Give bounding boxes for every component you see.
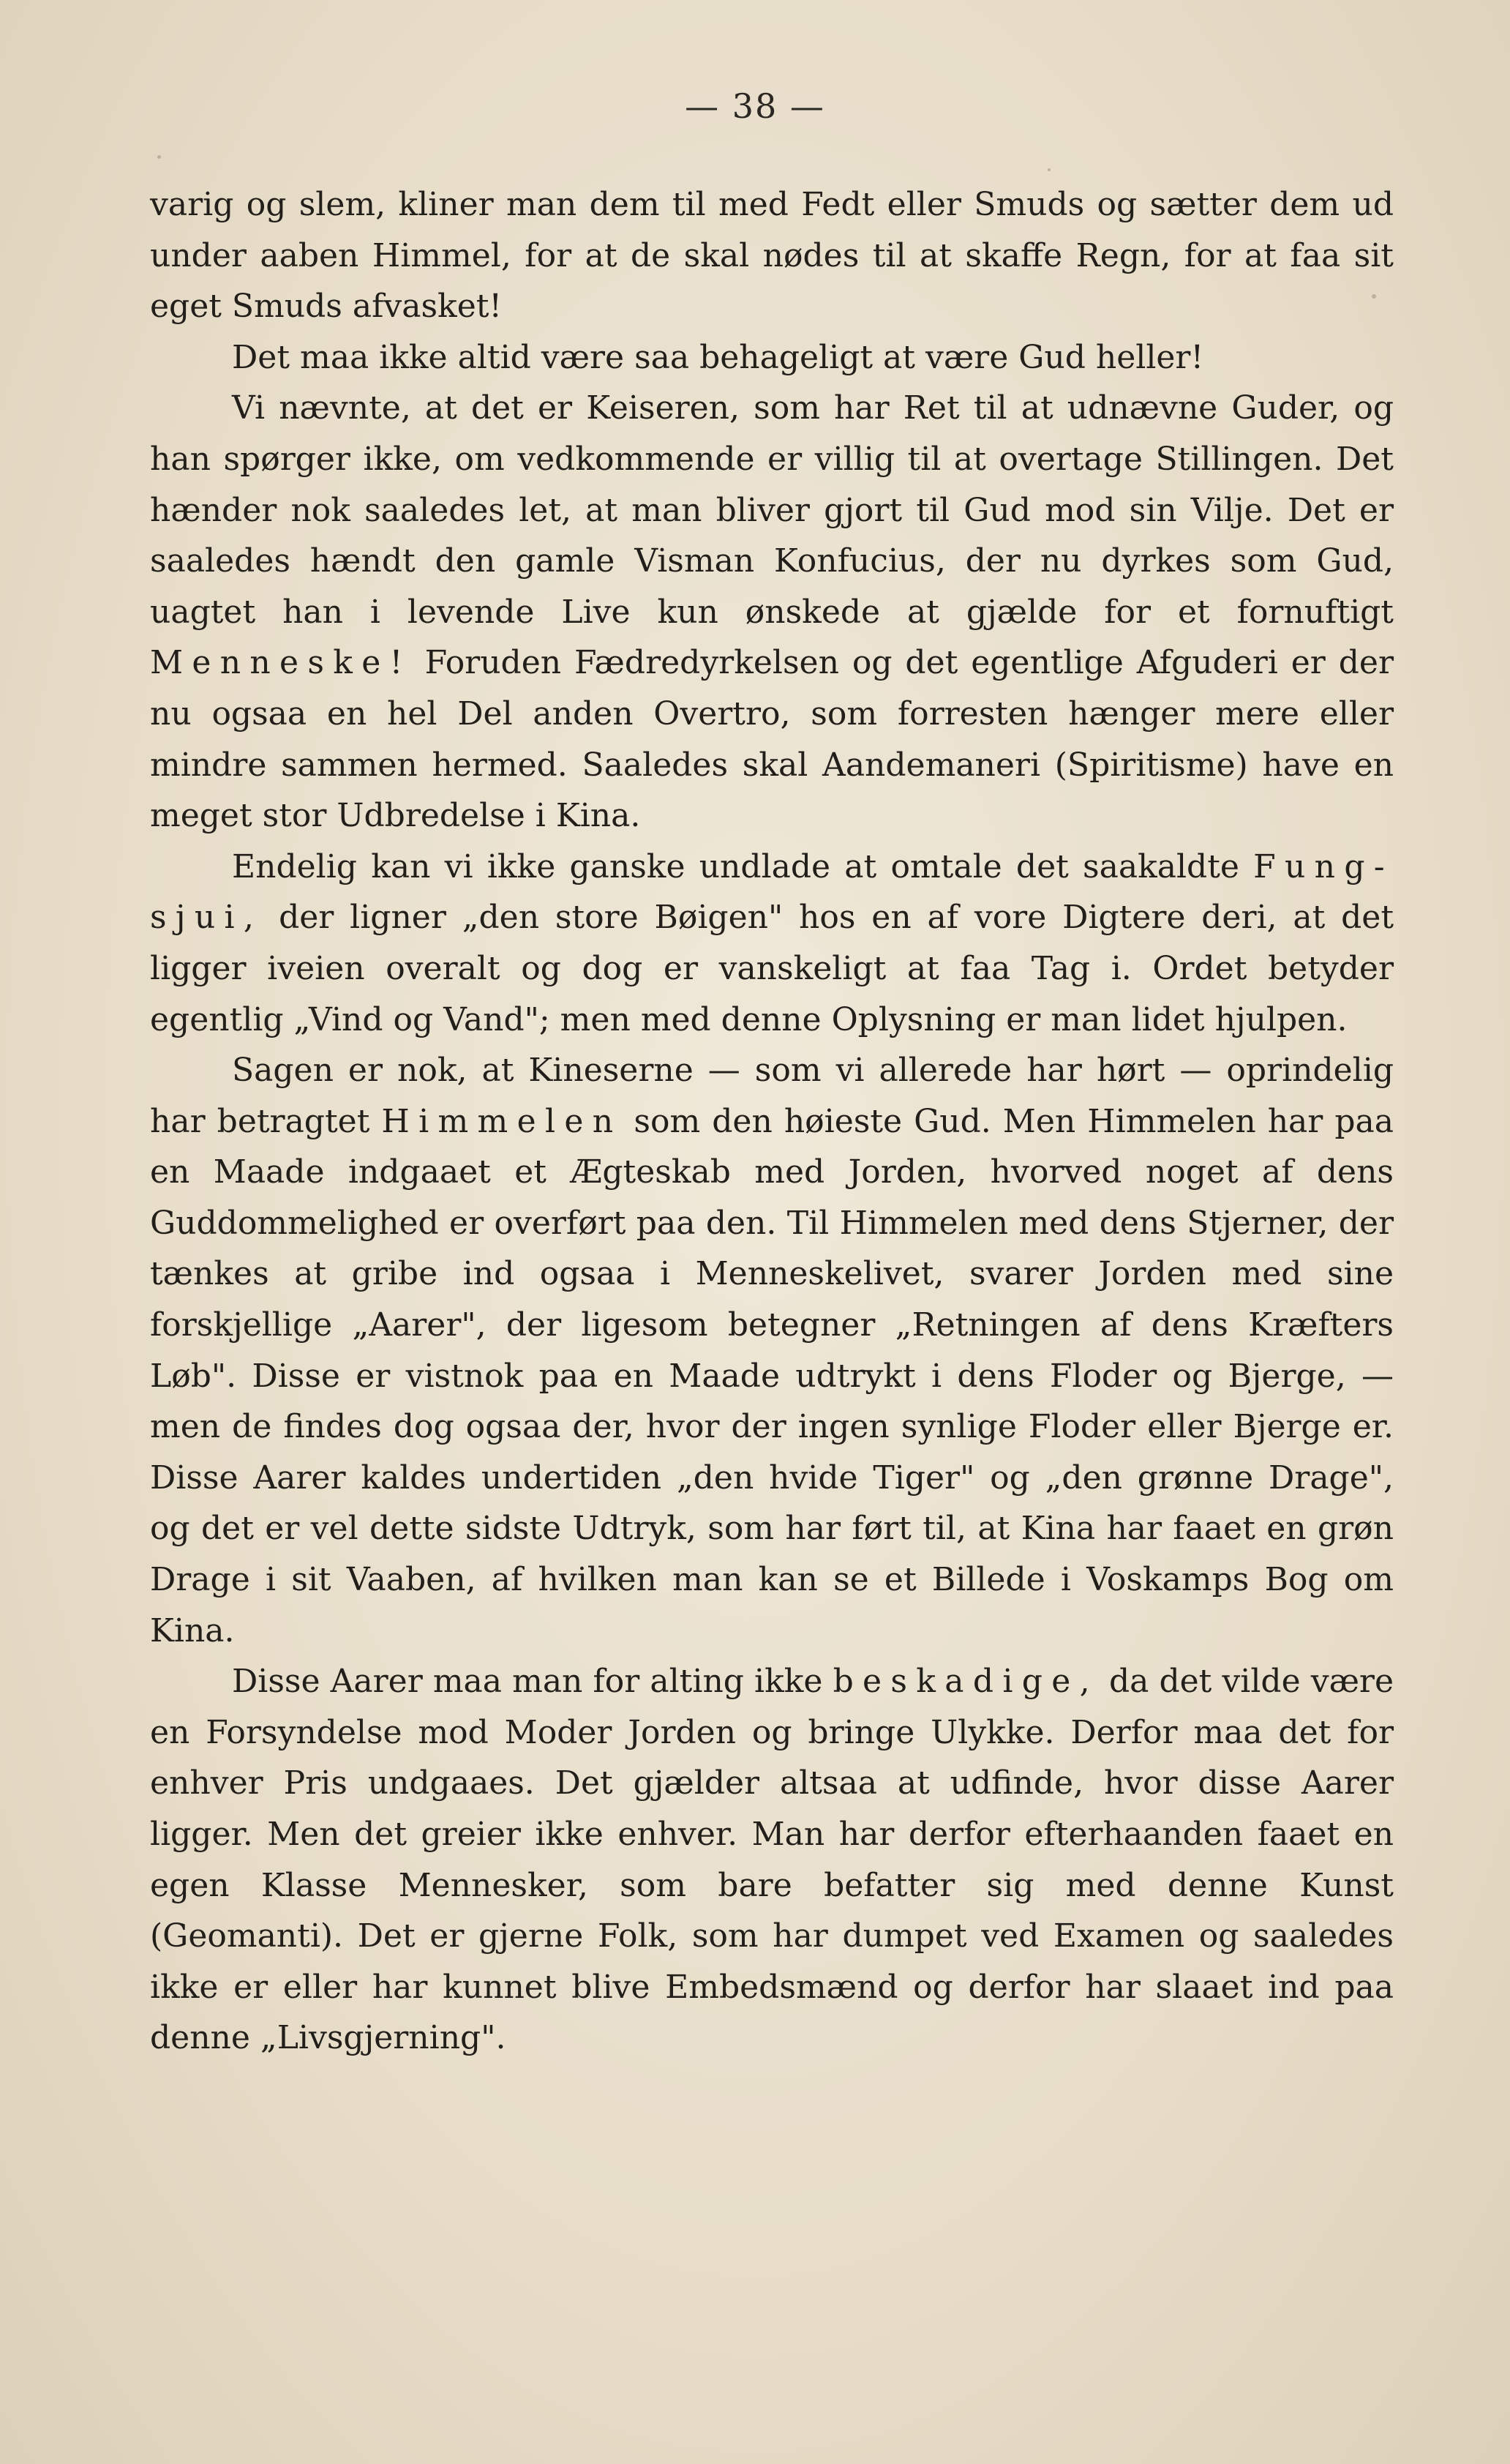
- emphasized-text: Menneske!: [150, 644, 412, 682]
- text-segment: da det vilde være en Forsyndelse mod Moder Jorden og bringe Ulykke. Derfor maa det for enhver Pris undgaaes. Det gjælder altsaa at udfinde, hvor disse Aarer ligger. Men det greier ikke enhver. Man har derfor efterhaanden faaet en egen Klasse Mennesker, som bare befatter sig med denne Kunst (Geomanti). Det er gjerne Folk, som har dumpet ved Examen og saaledes ikke er eller har kunnet blive Embedsmænd og derfor har slaaet ind paa denne „Livsgjerning".: [150, 1663, 1394, 2057]
- paper-speck: [1048, 168, 1051, 171]
- emphasized-text: Himmelen: [381, 1102, 623, 1140]
- text-segment: Endelig kan vi ikke ganske undlade at omtale det saakaldte: [232, 847, 1254, 885]
- emphasized-text: Fung-sjui,: [150, 847, 1394, 937]
- text-segment: der ligner „den store Bøigen" hos en af vore Digtere deri, at det ligger iveien overalt og dog er vanskeligt at faa Tag i. Ordet betyder egentlig „Vind og Vand"; men med denne Oplysning er man lidet hjulpen.: [150, 899, 1394, 1038]
- paragraph: [150, 179, 1394, 332]
- text-segment: Disse Aarer maa man for alting ikke: [232, 1663, 833, 1701]
- text-segment: som den høieste Gud. Men Himmelen har paa en Maade indgaaet et Ægteskab med Jorden, hvorved noget af dens Guddommelighed er overført paa den. Til Himmelen med dens Stjerner, der tænkes at gribe ind ogsaa i Menneskelivet, svarer Jorden med sine forskjellige „Aarer", der ligesom betegner „Retningen af dens Kræfters Løb". Disse er vistnok paa en Maade udtrykt i dens Floder og Bjerge, — men de findes dog ogsaa der, hvor der ingen synlige Floder eller Bjerge er. Disse Aarer kaldes undertiden „den hvide Tiger" og „den grønne Drage", og det er vel dette sidste Udtryk, som har ført til, at Kina har faaet en grøn Drage i sit Vaaben, af hvilken man kan se et Billede i Voskamps Bog om Kina.: [150, 1102, 1394, 1649]
- paragraph: [150, 383, 1394, 841]
- paragraph: [150, 1656, 1394, 2064]
- body-text: [150, 179, 1394, 2064]
- paragraph: [150, 842, 1394, 1045]
- paper-speck: [1372, 294, 1376, 299]
- paper-speck: [157, 155, 161, 159]
- page-number: — 38 —: [685, 86, 825, 126]
- paragraph: [150, 332, 1394, 383]
- text-segment: Foruden Fædredyrkelsen og det egentlige Afguderi er der nu ogsaa en hel Del anden Overtro, som forresten hænger mere eller mindre sammen hermed. Saaledes skal Aandemaneri (Spiritisme) have en meget stor Udbredelse i Kina.: [150, 644, 1394, 835]
- text-segment: Det maa ikke altid være saa behageligt at være Gud heller!: [232, 338, 1204, 376]
- text-segment: Sagen er nok, at Kineserne — som vi allerede har hørt — oprindelig har betragtet: [150, 1052, 1394, 1140]
- paragraph: [150, 1045, 1394, 1656]
- text-segment: varig og slem, kliner man dem til med Fedt eller Smuds og sætter dem ud under aaben Himmel, for at de skal nødes til at skaffe Regn, for at faa sit eget Smuds afvasket!: [150, 186, 1394, 326]
- text-segment: Vi nævnte, at det er Keiseren, som har Ret til at udnævne Guder, og han spørger ikke, om vedkommende er villig til at overtage Stillingen. Det hænder nok saaledes let, at man bliver gjort til Gud mod sin Vilje. Det er saaledes hændt den gamle Visman Konfucius, der nu dyrkes som Gud, uagtet han i levende Live kun ønskede at gjælde for et fornuftigt: [150, 389, 1394, 631]
- emphasized-text: beskadige,: [833, 1663, 1099, 1701]
